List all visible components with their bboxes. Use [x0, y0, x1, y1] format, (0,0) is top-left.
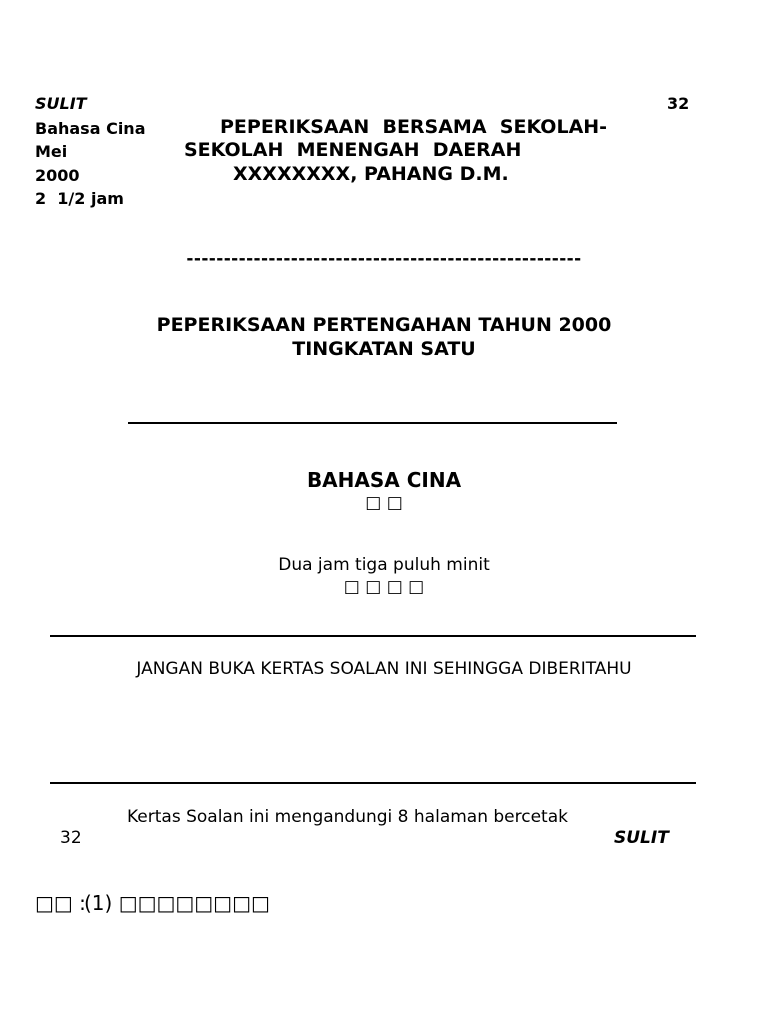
month-meta: Mei — [35, 142, 68, 161]
dashed-separator: ----------------------------------------------------- — [186, 249, 582, 269]
notice-rule-top — [50, 635, 696, 637]
exam-name-line2: TINGKATAN SATU — [292, 338, 476, 360]
exam-title-line2: SEKOLAH MENENGAH DAERAH — [184, 139, 522, 161]
subject-name-chinese: □ □ — [365, 493, 403, 513]
year-meta: 2000 — [35, 166, 80, 185]
exam-duration-chinese: □ □ □ □ — [343, 577, 425, 597]
exam-title-line1: PEPERIKSAAN BERSAMA SEKOLAH- — [220, 116, 608, 138]
subject-meta: Bahasa Cina — [35, 119, 146, 138]
page-code-top: 32 — [667, 94, 690, 113]
notice-rule-bottom — [50, 782, 696, 784]
title-underline — [128, 422, 617, 424]
do-not-open-notice: JANGAN BUKA KERTAS SOALAN INI SEHINGGA DIBERITAHU — [136, 659, 632, 679]
sulit-label-top: SULIT — [35, 94, 87, 113]
exam-name-line1: PEPERIKSAAN PERTENGAHAN TAHUN 2000 — [156, 314, 612, 336]
subject-name: BAHASA CINA — [306, 468, 462, 492]
page-count-note: Kertas Soalan ini mengandungi 8 halaman bercetak — [127, 807, 568, 827]
exam-duration: Dua jam tiga puluh minit — [278, 555, 490, 575]
question-label: □□ : — [35, 891, 86, 915]
exam-title-line3: XXXXXXXX, PAHANG D.M. — [233, 163, 509, 185]
duration-meta: 2 1/2 jam — [35, 189, 124, 208]
question-text: (1) □□□□□□□□ — [84, 891, 270, 915]
page-code-bottom: 32 — [60, 828, 82, 848]
sulit-label-bottom: SULIT — [614, 828, 669, 848]
